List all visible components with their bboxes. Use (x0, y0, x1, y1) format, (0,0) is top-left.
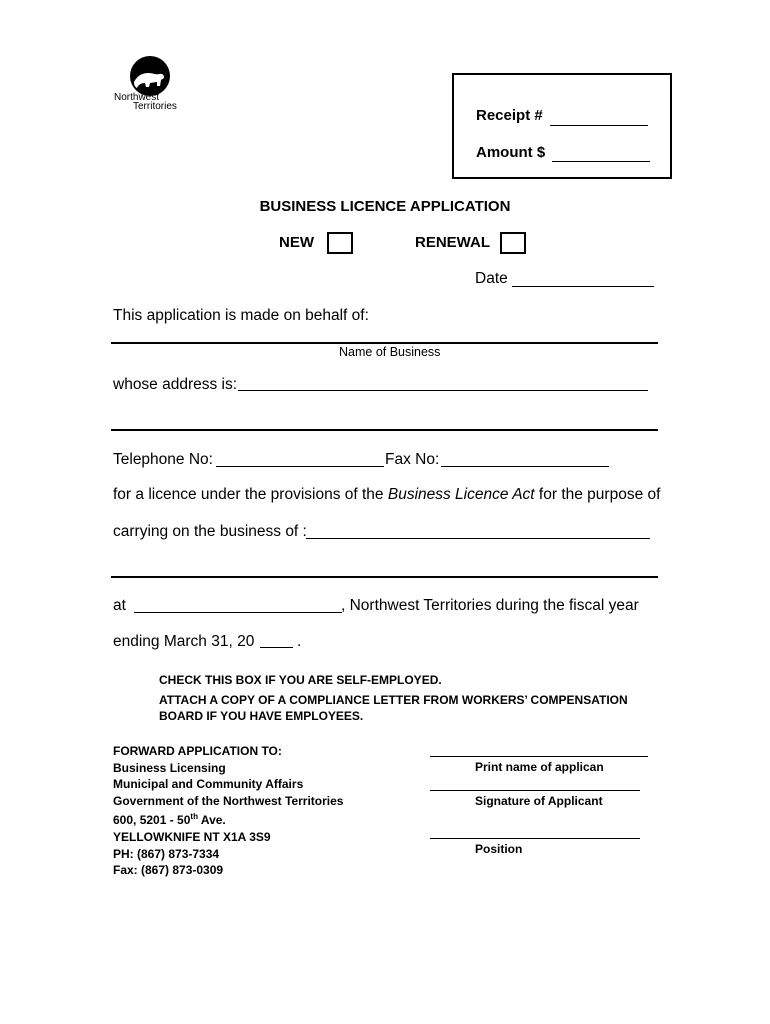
carrying-label: carrying on the business of : (113, 523, 307, 540)
logo-text-line1: Northwest (114, 92, 160, 103)
amount-label: Amount $ (476, 144, 546, 161)
fiscal-year-field[interactable] (260, 647, 293, 648)
ending-suffix: . (297, 633, 302, 650)
receipt-label: Receipt # (476, 107, 543, 124)
licence-text-before: for a licence under the provisions of the (113, 486, 388, 503)
telephone-label: Telephone No: (113, 451, 213, 468)
licence-act-name: Business Licence Act (387, 486, 535, 503)
licence-text-after: for the purpose of (534, 486, 661, 503)
telephone-field[interactable] (216, 466, 384, 467)
at-label: at (113, 597, 126, 614)
new-label: NEW (279, 234, 314, 251)
behalf-text: This application is made on behalf of: (113, 307, 369, 324)
forward-line1: Business Licensing (113, 760, 226, 775)
forward-line4-pre: 600, 5201 - 50 (113, 813, 191, 828)
date-field[interactable] (512, 286, 654, 287)
forward-line5: YELLOWKNIFE NT X1A 3S9 (113, 829, 271, 844)
receipt-number-field[interactable] (550, 125, 648, 126)
address-field-line2[interactable] (111, 429, 658, 431)
renewal-label: RENEWAL (415, 234, 490, 251)
new-checkbox[interactable] (327, 232, 353, 254)
name-of-business-caption: Name of Business (339, 345, 441, 359)
print-name-field[interactable] (430, 756, 648, 757)
address-field-line1[interactable] (238, 390, 648, 391)
position-caption: Position (475, 842, 523, 856)
polar-bear-logo-icon (128, 56, 172, 96)
forward-address (113, 743, 343, 879)
forward-line6: PH: (867) 873-7334 (113, 846, 220, 861)
licence-text (113, 486, 660, 504)
notice-line3: BOARD IF YOU HAVE EMPLOYEES. (159, 709, 364, 723)
logo (112, 56, 178, 114)
fax-label: Fax No: (385, 451, 440, 468)
notice-line2: ATTACH A COPY OF A COMPLIANCE LETTER FROM WORKERS’ COMPENSATION (159, 693, 628, 707)
logo-text-line2: Territories (133, 101, 177, 112)
business-name-field[interactable] (111, 342, 658, 344)
forward-line4-post: Ave. (197, 813, 226, 828)
receipt-box (452, 73, 672, 179)
forward-line4-sup: th (190, 812, 198, 822)
notice-line1: CHECK THIS BOX IF YOU ARE SELF-EMPLOYED. (159, 673, 442, 687)
forward-line2: Municipal and Community Affairs (113, 777, 304, 792)
forward-line4 (113, 809, 343, 829)
business-type-field-line2[interactable] (111, 576, 658, 578)
fax-field[interactable] (441, 466, 609, 467)
location-text: , Northwest Territories during the fiscal year (341, 597, 639, 614)
print-name-caption: Print name of applican (475, 760, 604, 774)
date-label: Date (475, 270, 508, 287)
location-field[interactable] (134, 612, 342, 613)
ending-text: ending March 31, 20 (113, 633, 255, 650)
amount-field[interactable] (552, 161, 650, 162)
business-type-field-line1[interactable] (306, 538, 650, 539)
page-title: BUSINESS LICENCE APPLICATION (259, 198, 511, 215)
renewal-checkbox[interactable] (500, 232, 526, 254)
signature-field[interactable] (430, 790, 640, 791)
forward-line3: Government of the Northwest Territories (113, 793, 344, 808)
position-field[interactable] (430, 838, 640, 839)
forward-heading: FORWARD APPLICATION TO: (113, 744, 282, 758)
forward-line7: Fax: (867) 873-0309 (113, 863, 224, 878)
address-label: whose address is: (113, 376, 238, 393)
signature-caption: Signature of Applicant (475, 794, 603, 808)
